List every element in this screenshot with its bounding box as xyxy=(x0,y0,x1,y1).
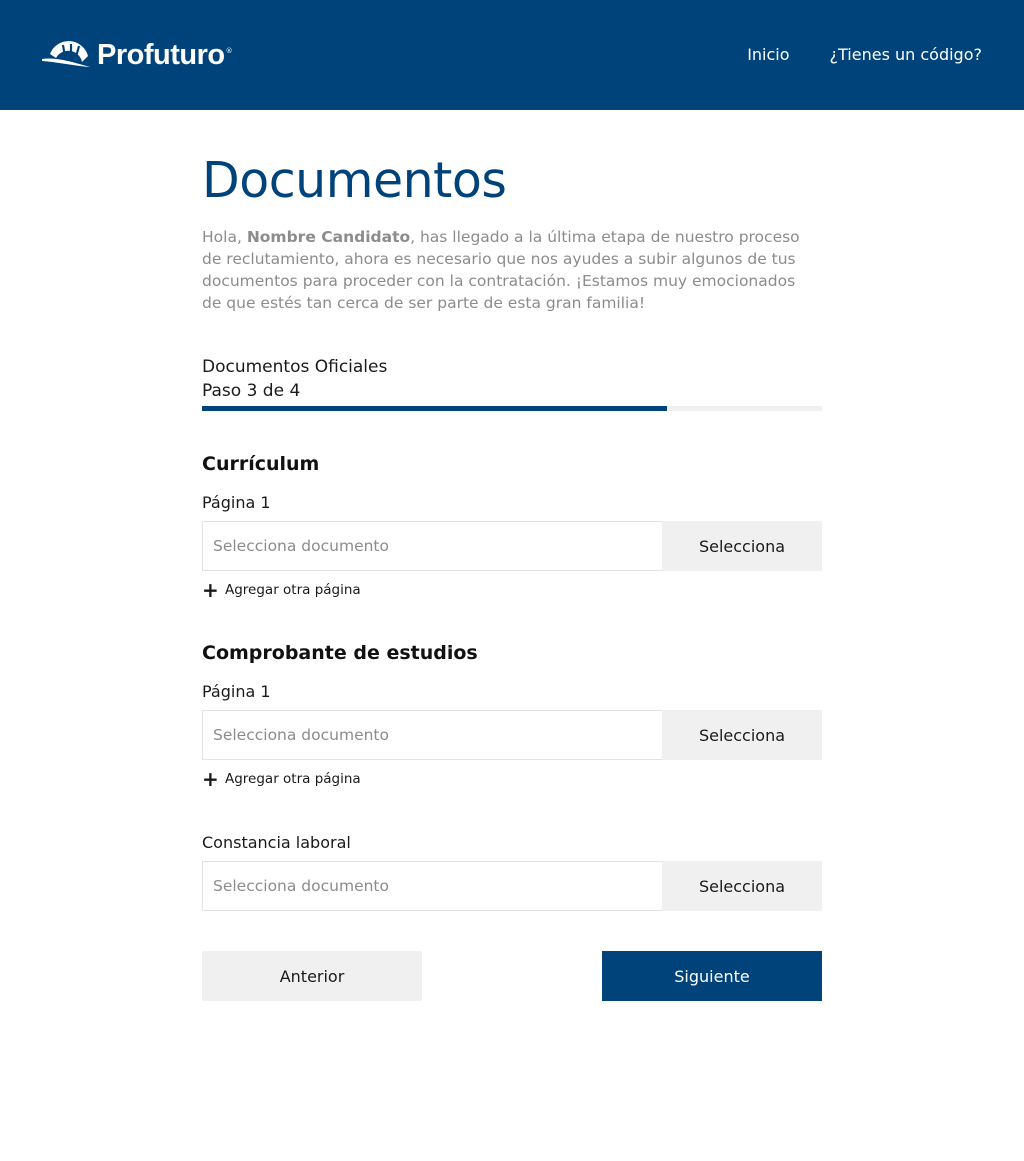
field-label-estudios-page1: Página 1 xyxy=(202,682,271,701)
plus-icon: + xyxy=(202,767,219,791)
field-label-constancia: Constancia laboral xyxy=(202,833,351,852)
page-title: Documentos xyxy=(202,152,507,209)
step-count: Paso 3 de 4 xyxy=(202,381,301,401)
file-row-estudios xyxy=(202,710,822,760)
brand-name: Profuturo xyxy=(97,38,225,71)
plus-icon: + xyxy=(202,578,219,602)
section-title-curriculum: Currículum xyxy=(202,453,320,475)
file-row-constancia xyxy=(202,861,822,911)
registered-mark: ® xyxy=(225,47,233,55)
curriculum-add-page-link[interactable] xyxy=(202,578,361,602)
progress-bar xyxy=(202,406,822,411)
previous-button[interactable]: Anterior xyxy=(202,951,422,1001)
brand-logo[interactable] xyxy=(42,38,233,72)
curriculum-select-button[interactable]: Selecciona xyxy=(662,521,822,571)
add-page-label: Agregar otra página xyxy=(225,582,361,598)
estudios-select-button[interactable]: Selecciona xyxy=(662,710,822,760)
next-button[interactable]: Siguiente xyxy=(602,951,822,1001)
step-label: Documentos Oficiales xyxy=(202,357,388,377)
intro-suffix: , has llegado a la última etapa de nuestro proceso de reclutamiento, ahora es necesario que nos ayudes a subir algunos de tus documentos para proceder con la contratación. ¡Estamos muy emocionados de que estés tan cerca de ser parte de esta gran familia! xyxy=(202,228,800,312)
candidate-name: Nombre Candidato xyxy=(246,228,411,246)
estudios-document-input[interactable] xyxy=(202,710,662,760)
estudios-add-page-link[interactable] xyxy=(202,767,361,791)
add-page-label: Agregar otra página xyxy=(225,771,361,787)
constancia-document-input[interactable] xyxy=(202,861,662,911)
intro-text xyxy=(202,226,802,314)
field-label-curriculum-page1: Página 1 xyxy=(202,493,271,512)
file-row-curriculum xyxy=(202,521,822,571)
curriculum-document-input[interactable] xyxy=(202,521,662,571)
progress-bar-fill xyxy=(202,406,667,411)
nav-link-codigo[interactable]: ¿Tienes un código? xyxy=(829,45,982,64)
constancia-select-button[interactable]: Selecciona xyxy=(662,861,822,911)
profuturo-logo-icon xyxy=(42,40,92,70)
nav-link-inicio[interactable]: Inicio xyxy=(747,45,790,64)
top-nav xyxy=(747,45,982,64)
intro-prefix: Hola, xyxy=(202,228,247,246)
top-header xyxy=(0,0,1024,110)
section-title-estudios: Comprobante de estudios xyxy=(202,642,478,664)
